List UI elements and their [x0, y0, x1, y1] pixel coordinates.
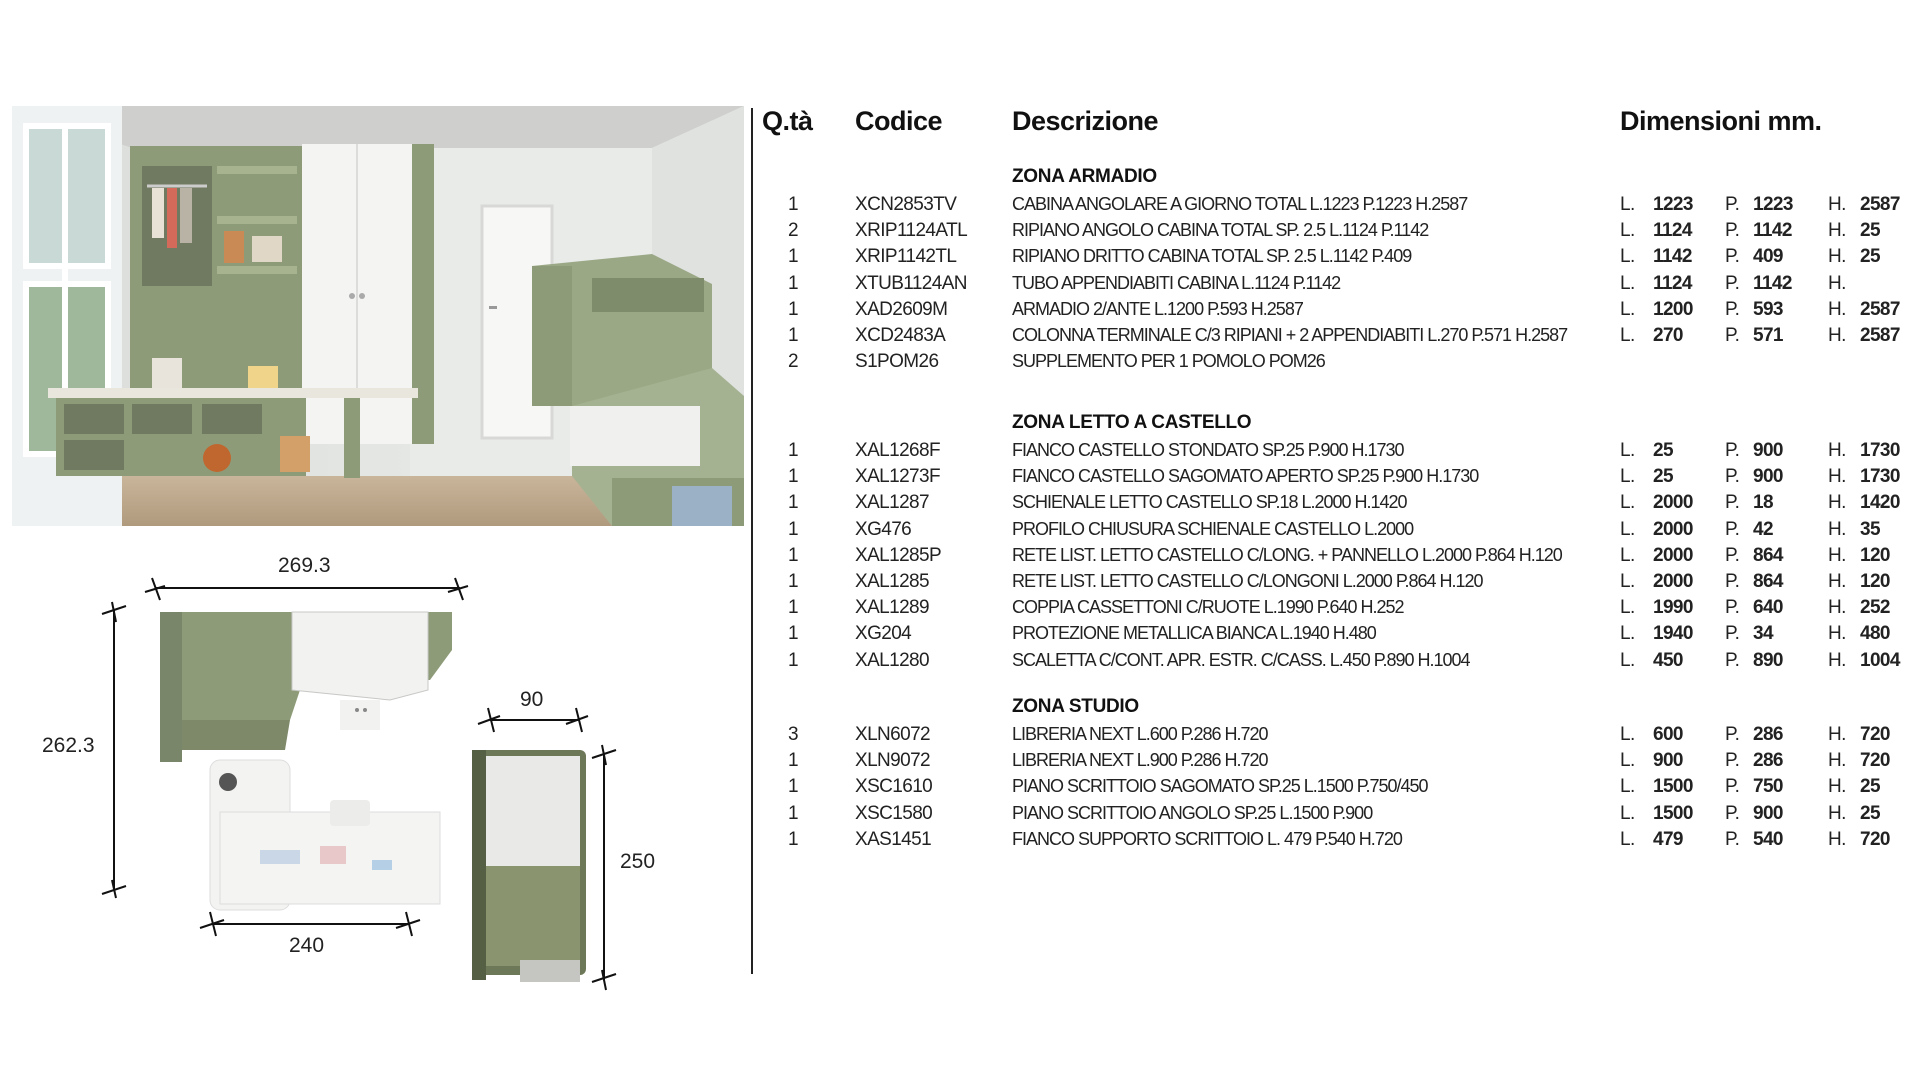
row-description: COLONNA TERMINALE C/3 RIPIANI + 2 APPENDIABITI L.270 P.571 H.2587 [1012, 325, 1568, 345]
row-code: XAD2609M [855, 298, 948, 320]
dim-letter-h: H. [1828, 750, 1846, 772]
table-row [760, 351, 1910, 377]
row-length: 1990 [1653, 597, 1693, 619]
row-qty: 1 [788, 466, 798, 488]
row-length: 1142 [1653, 246, 1692, 268]
row-qty: 1 [788, 544, 798, 566]
row-depth: 18 [1753, 492, 1773, 514]
row-qty: 1 [788, 518, 798, 540]
row-code: XTUB1124AN [855, 272, 967, 294]
row-code: XG476 [855, 518, 912, 540]
dim-letter-p: P. [1725, 272, 1740, 294]
dim-letter-p: P. [1725, 194, 1740, 215]
row-depth: 900 [1753, 440, 1783, 461]
row-height: 720 [1860, 828, 1890, 850]
table-row [760, 623, 1910, 649]
section-title: ZONA STUDIO [1012, 696, 1139, 717]
dim-letter-l: L. [1620, 246, 1635, 268]
row-description: FIANCO CASTELLO STONDATO SP.25 P.900 H.1730 [1012, 440, 1404, 460]
dim-letter-l: L. [1620, 518, 1635, 540]
row-description: COPPIA CASSETTONI C/RUOTE L.1990 P.640 H.252 [1012, 597, 1404, 618]
row-height: 252 [1860, 597, 1890, 619]
row-code: XAL1268F [855, 440, 940, 461]
row-depth: 900 [1753, 802, 1783, 824]
dim-letter-l: L. [1620, 750, 1635, 772]
row-qty: 1 [788, 194, 798, 215]
table-row [760, 776, 1910, 802]
row-qty: 1 [788, 298, 798, 320]
row-code: XG204 [855, 623, 912, 645]
dim-bottom-width: 240 [289, 934, 325, 957]
row-depth: 540 [1753, 828, 1783, 850]
dim-letter-h: H. [1828, 440, 1846, 461]
row-height: 480 [1860, 623, 1890, 645]
row-height: 25 [1860, 776, 1880, 798]
column-divider [751, 108, 753, 974]
dim-letter-p: P. [1725, 750, 1740, 772]
row-code: XAS1451 [855, 828, 932, 850]
row-description: RETE LIST. LETTO CASTELLO C/LONG. + PANNELLO L.2000 P.864 H.120 [1012, 544, 1562, 565]
row-code: XAL1285P [855, 544, 942, 566]
row-code: XCN2853TV [855, 194, 957, 215]
row-qty: 1 [788, 325, 798, 346]
row-description: PIANO SCRITTOIO ANGOLO SP.25 L.1500 P.900 [1012, 802, 1373, 823]
dim-top-width: 269.3 [278, 554, 331, 577]
dim-letter-p: P. [1725, 466, 1740, 488]
dim-letter-p: P. [1725, 623, 1740, 645]
row-length: 25 [1653, 440, 1673, 461]
dim-letter-p: P. [1725, 492, 1740, 514]
row-depth: 409 [1753, 246, 1783, 268]
header-code: Codice [855, 106, 943, 136]
dim-letter-p: P. [1725, 597, 1740, 619]
row-height: 720 [1860, 750, 1890, 772]
row-depth: 1223 [1753, 194, 1793, 215]
row-depth: 864 [1753, 571, 1783, 592]
row-depth: 286 [1753, 724, 1783, 745]
row-description: RETE LIST. LETTO CASTELLO C/LONGONI L.2000 P.864 H.120 [1012, 571, 1483, 591]
row-description: ARMADIO 2/ANTE L.1200 P.593 H.2587 [1012, 298, 1303, 319]
dim-letter-p: P. [1725, 440, 1740, 461]
table-row [760, 519, 1910, 545]
row-length: 270 [1653, 325, 1683, 346]
row-height: 120 [1860, 571, 1890, 592]
dim-letter-p: P. [1725, 649, 1740, 671]
table-row [760, 829, 1910, 855]
row-length: 600 [1653, 724, 1683, 745]
row-length: 2000 [1653, 571, 1693, 592]
table-row [760, 803, 1910, 829]
dim-letter-h: H. [1828, 623, 1846, 645]
dim-letter-p: P. [1725, 298, 1740, 320]
table-row [760, 325, 1910, 351]
dim-letter-p: P. [1725, 518, 1740, 540]
dim-letter-l: L. [1620, 623, 1635, 645]
row-depth: 1142 [1753, 220, 1792, 242]
dim-letter-l: L. [1620, 724, 1635, 745]
row-length: 1124 [1653, 220, 1692, 242]
dim-letter-h: H. [1828, 776, 1846, 798]
row-depth: 640 [1753, 597, 1783, 619]
row-qty: 1 [788, 649, 798, 671]
dim-letter-l: L. [1620, 649, 1635, 671]
row-depth: 1142 [1753, 272, 1792, 294]
row-qty: 1 [788, 571, 798, 592]
table-row [760, 220, 1910, 246]
dim-letter-p: P. [1725, 802, 1740, 824]
row-code: XLN6072 [855, 724, 931, 745]
dim-letter-h: H. [1828, 828, 1846, 850]
row-depth: 571 [1753, 325, 1783, 346]
row-description: CABINA ANGOLARE A GIORNO TOTAL L.1223 P.1223 H.2587 [1012, 194, 1468, 214]
room-photo [12, 106, 744, 526]
dim-letter-l: L. [1620, 776, 1635, 798]
dim-letter-l: L. [1620, 272, 1635, 294]
row-code: XRIP1124ATL [855, 220, 968, 242]
table-row [760, 571, 1910, 597]
row-depth: 286 [1753, 750, 1783, 772]
header-description: Descrizione [1012, 106, 1159, 136]
row-code: XSC1610 [855, 776, 933, 798]
row-height: 2587 [1860, 298, 1900, 320]
table-row [760, 650, 1910, 676]
table-row [760, 724, 1910, 750]
table-row [760, 466, 1910, 492]
row-height: 25 [1860, 802, 1880, 824]
row-description: PROTEZIONE METALLICA BIANCA L.1940 H.480 [1012, 623, 1376, 644]
row-height: 720 [1860, 724, 1890, 745]
dim-letter-h: H. [1828, 194, 1846, 215]
row-code: XAL1287 [855, 492, 929, 514]
dim-letter-p: P. [1725, 246, 1740, 268]
dim-letter-l: L. [1620, 325, 1635, 346]
row-height: 2587 [1860, 194, 1900, 215]
row-code: XCD2483A [855, 325, 946, 346]
room-illustration [12, 106, 744, 526]
row-qty: 1 [788, 828, 798, 850]
row-description: SUPPLEMENTO PER 1 POMOLO POM26 [1012, 351, 1325, 372]
row-qty: 1 [788, 597, 798, 619]
table-row [760, 597, 1910, 623]
dim-letter-h: H. [1828, 272, 1846, 294]
row-length: 1500 [1653, 776, 1693, 798]
dim-letter-l: L. [1620, 802, 1635, 824]
dim-letter-h: H. [1828, 518, 1846, 540]
dim-letter-p: P. [1725, 544, 1740, 566]
row-height: 1004 [1860, 649, 1900, 671]
row-description: TUBO APPENDIABITI CABINA L.1124 P.1142 [1012, 272, 1341, 293]
dim-letter-h: H. [1828, 649, 1846, 671]
row-height: 35 [1860, 518, 1880, 540]
dim-letter-p: P. [1725, 325, 1740, 346]
dim-letter-l: L. [1620, 220, 1635, 242]
row-code: XRIP1142TL [855, 246, 957, 268]
section-title: ZONA ARMADIO [1012, 166, 1157, 187]
dim-letter-h: H. [1828, 220, 1846, 242]
table-row [760, 194, 1910, 220]
table-row [760, 299, 1910, 325]
row-length: 25 [1653, 466, 1673, 488]
dim-letter-l: L. [1620, 571, 1635, 592]
row-depth: 900 [1753, 466, 1783, 488]
dim-letter-h: H. [1828, 724, 1846, 745]
row-code: XSC1580 [855, 802, 933, 824]
row-description: SCHIENALE LETTO CASTELLO SP.18 L.2000 H.1420 [1012, 492, 1407, 513]
row-length: 450 [1653, 649, 1683, 671]
row-depth: 890 [1753, 649, 1783, 671]
row-qty: 3 [788, 724, 798, 745]
row-code: XLN9072 [855, 750, 931, 772]
row-qty: 2 [788, 220, 798, 242]
row-height: 120 [1860, 544, 1890, 566]
dim-letter-p: P. [1725, 724, 1740, 745]
dim-letter-h: H. [1828, 466, 1846, 488]
dim-letter-p: P. [1725, 776, 1740, 798]
parts-table [760, 100, 1910, 860]
row-description: RIPIANO DRITTO CABINA TOTAL SP. 2.5 L.1142 P.409 [1012, 246, 1412, 267]
floor-plan [20, 550, 740, 1000]
dim-letter-l: L. [1620, 466, 1635, 488]
row-description: PROFILO CHIUSURA SCHIENALE CASTELLO L.2000 [1012, 518, 1414, 539]
row-length: 479 [1653, 828, 1683, 850]
row-height: 25 [1860, 246, 1880, 268]
row-description: PIANO SCRITTOIO SAGOMATO SP.25 L.1500 P.750/450 [1012, 776, 1428, 797]
dim-letter-l: L. [1620, 597, 1635, 619]
table-row [760, 273, 1910, 299]
row-depth: 34 [1753, 623, 1773, 645]
row-code: XAL1285 [855, 571, 929, 592]
row-length: 2000 [1653, 492, 1693, 514]
dim-letter-h: H. [1828, 597, 1846, 619]
dim-letter-p: P. [1725, 571, 1740, 592]
dim-letter-h: H. [1828, 802, 1846, 824]
row-height: 1420 [1860, 492, 1900, 514]
row-depth: 593 [1753, 298, 1783, 320]
dim-letter-l: L. [1620, 492, 1635, 514]
table-row [760, 545, 1910, 571]
dim-left-depth: 262.3 [42, 734, 95, 757]
dim-letter-l: L. [1620, 194, 1635, 215]
header-qty: Q.tà [762, 106, 813, 136]
row-description: RIPIANO ANGOLO CABINA TOTAL SP. 2.5 L.1124 P.1142 [1012, 220, 1429, 241]
row-length: 900 [1653, 750, 1683, 772]
row-description: LIBRERIA NEXT L.900 P.286 H.720 [1012, 750, 1268, 771]
row-length: 1940 [1653, 623, 1693, 645]
row-description: FIANCO SUPPORTO SCRITTOIO L. 479 P.540 H.720 [1012, 828, 1402, 849]
row-qty: 1 [788, 272, 798, 294]
table-row [760, 492, 1910, 518]
row-qty: 1 [788, 802, 798, 824]
dim-letter-l: L. [1620, 544, 1635, 566]
row-depth: 42 [1753, 518, 1773, 540]
row-qty: 1 [788, 492, 798, 514]
row-qty: 2 [788, 351, 798, 373]
row-qty: 1 [788, 246, 798, 268]
dim-letter-h: H. [1828, 298, 1846, 320]
row-code: XAL1280 [855, 649, 929, 671]
row-height: 1730 [1860, 440, 1900, 461]
dim-bed-depth: 250 [620, 850, 656, 873]
row-height: 1730 [1860, 466, 1900, 488]
row-qty: 1 [788, 750, 798, 772]
dim-bed-width: 90 [520, 688, 544, 711]
dim-letter-l: L. [1620, 828, 1635, 850]
dim-letter-l: L. [1620, 298, 1635, 320]
row-length: 2000 [1653, 544, 1693, 566]
row-description: FIANCO CASTELLO SAGOMATO APERTO SP.25 P.900 H.1730 [1012, 466, 1479, 487]
row-length: 1200 [1653, 298, 1693, 320]
dim-letter-p: P. [1725, 828, 1740, 850]
row-depth: 750 [1753, 776, 1783, 798]
floor-plan-drawing [20, 550, 740, 1000]
row-code: XAL1289 [855, 597, 929, 619]
dim-letter-h: H. [1828, 571, 1846, 592]
row-length: 2000 [1653, 518, 1693, 540]
row-qty: 1 [788, 623, 798, 645]
dim-letter-p: P. [1725, 220, 1740, 242]
dim-letter-h: H. [1828, 492, 1846, 514]
table-row [760, 440, 1910, 466]
row-description: LIBRERIA NEXT L.600 P.286 H.720 [1012, 724, 1268, 744]
row-height: 25 [1860, 220, 1880, 242]
row-depth: 864 [1753, 544, 1783, 566]
table-row [760, 246, 1910, 272]
row-code: XAL1273F [855, 466, 940, 488]
row-code: S1POM26 [855, 351, 939, 373]
row-length: 1124 [1653, 272, 1692, 294]
dim-letter-h: H. [1828, 544, 1846, 566]
row-qty: 1 [788, 440, 798, 461]
row-length: 1223 [1653, 194, 1693, 215]
section-title: ZONA LETTO A CASTELLO [1012, 412, 1252, 433]
table-row [760, 750, 1910, 776]
row-description: SCALETTA C/CONT. APR. ESTR. C/CASS. L.450 P.890 H.1004 [1012, 649, 1470, 670]
row-qty: 1 [788, 776, 798, 798]
dim-letter-h: H. [1828, 246, 1846, 268]
row-length: 1500 [1653, 802, 1693, 824]
dim-letter-h: H. [1828, 325, 1846, 346]
header-dimensions: Dimensioni mm. [1620, 106, 1822, 136]
row-height: 2587 [1860, 325, 1900, 346]
dim-letter-l: L. [1620, 440, 1635, 461]
